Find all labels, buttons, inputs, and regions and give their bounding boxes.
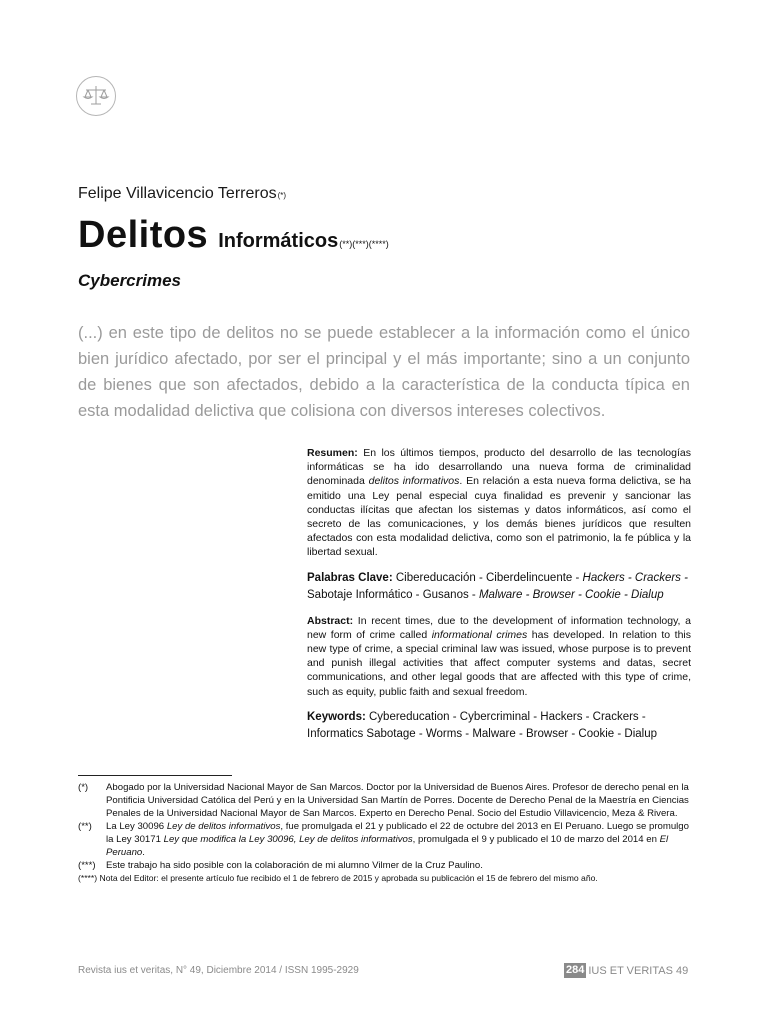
- journal-citation: Revista ius et veritas, N° 49, Diciembre 2014 / ISSN 1995-2929: [78, 965, 359, 976]
- palabras-clave-text-1: Cibereducación - Ciberdelincuente -: [392, 571, 583, 584]
- footnote-2-italic-1: Ley de delitos informativos: [166, 821, 281, 832]
- footnote-text: [106, 820, 692, 859]
- footnote-2: [78, 820, 692, 859]
- palabras-clave-text-2: Sabotaje Informático - Gusanos -: [307, 588, 479, 601]
- footnote-2-italic-3: El Peruano: [106, 834, 669, 858]
- author-note-marker: (*): [277, 191, 287, 200]
- scales-of-justice-icon: [77, 77, 115, 115]
- title-note-markers: (**)(***)(****): [339, 239, 389, 249]
- abstract-block: [307, 446, 691, 753]
- title-main: Delitos: [78, 214, 209, 256]
- footnote-text: Nota del Editor: el presente artículo fue recibido el 1 de febrero de 2015 y aprobada su publicación el 15 de febrero del mismo año.: [99, 873, 598, 883]
- footnote-divider: [78, 775, 232, 776]
- footnote-2-text-4: .: [142, 847, 145, 858]
- abstract-label: Abstract:: [307, 614, 354, 627]
- footnote-2-text-3: , promulgada el 9 y publicado el 10 de marzo del 2014 en: [412, 834, 660, 845]
- epigraph-quote: (...) en este tipo de delitos no se puede establecer a la información como el único bien jurídico afectado, por ser el principal y el más importante; sino a un conjunto de bienes que son afectados, debido a la característica de la conducta típica en esta modalidad delictiva que colisiona con diversos intereses colectivos.: [78, 324, 690, 420]
- page-number: 284: [566, 964, 585, 976]
- article-subtitle: Cybercrimes: [78, 271, 182, 290]
- palabras-clave-italic-1: Hackers - Crackers -: [582, 571, 688, 584]
- journal-name: IUS ET VERITAS 49: [588, 964, 689, 977]
- keywords-text: Cybereducation - Cybercriminal - Hackers - Crackers - Informatics Sabotage - Worms - Malware - Browser - Cookie - Dialup: [307, 710, 658, 740]
- abstract-text-1: In recent times, due to the development of information technology, a new form of crime called: [307, 614, 691, 641]
- resumen-paragraph: [307, 446, 691, 560]
- abstract-italic-1: informational crimes: [431, 628, 528, 641]
- footnote-2-text-1: La Ley 30096: [106, 821, 167, 832]
- palabras-clave-italic-2: Malware - Browser - Cookie - Dialup: [478, 588, 664, 601]
- footnote-text: Abogado por la Universidad Nacional Mayor de San Marcos. Doctor por la Universidad de Buenos Aires. Profesor de derecho penal en la Pontificia Universidad Católica del Perú y en la Universidad San Martín de Porres. Docente de Derecho Penal de la Maestría en Ciencias Penales de la Universidad Nacional Mayor de San Marcos. Experto en Derecho Penal. Socio del Estudio Villavicencio, Meza & Rivera.: [106, 782, 689, 819]
- palabras-clave-label: Palabras Clave:: [307, 571, 393, 584]
- resumen-italic-1: delitos informativos: [368, 475, 460, 488]
- footnote-4: [78, 872, 692, 885]
- journal-logo: [76, 76, 116, 116]
- footnote-2-text-2: , fue promulgada el 21 y publicado el 22 de octubre del 2013 en El Peruano. Luego se promulgo la Ley 30171: [106, 821, 689, 845]
- keywords-paragraph: [307, 709, 691, 743]
- footnote-2-italic-2: Ley que modifica la Ley 30096, Ley de delitos informativos: [163, 834, 413, 845]
- footnote-marker: (*): [78, 782, 89, 793]
- palabras-clave-paragraph: [307, 570, 691, 604]
- title-sub-text: Informáticos: [218, 230, 339, 252]
- footnote-marker: (****): [78, 873, 98, 883]
- footnotes: [78, 781, 692, 885]
- keywords-label: Keywords:: [307, 710, 366, 723]
- abstract-paragraph: [307, 614, 691, 699]
- footnote-marker: (***): [78, 860, 96, 871]
- article-title: [78, 214, 389, 257]
- footnote-1: [78, 781, 692, 820]
- page-footer: [564, 963, 688, 978]
- footnote-text: Este trabajo ha sido posible con la colaboración de mi alumno Vilmer de la Cruz Paulino.: [106, 860, 483, 871]
- footnote-marker: (**): [78, 821, 92, 832]
- abstract-text-2: has developed. In relation to this new type of crime, a special criminal law was issued, whose purpose is to prevent and punish illegal activities that affect computer systems and datas, secret communications, and other legal goods that are affected with this type of crime, such as equity, public faith and sexual freedom.: [307, 628, 691, 698]
- author-name: [78, 185, 286, 203]
- title-sub: [218, 230, 389, 252]
- author-text: Felipe Villavicencio Terreros: [78, 185, 277, 202]
- resumen-label: Resumen:: [307, 447, 358, 459]
- resumen-text-1: En los últimos tiempos, producto del desarrollo de las tecnologías informáticas se ha ido desarrollando una nueva forma de criminalidad denominada: [307, 447, 691, 488]
- resumen-text-2: . En relación a esta nueva forma delictiva, se ha emitido una Ley penal especial cuya finalidad es prevenir y sancionar las conductas ilícitas que afectan los sistemas y datos informáticos, así como el secreto de las comunicaciones, y los demás bienes jurídicos que resulten afectados con esta modalidad delictiva, como son el patrimonio, la fe pública y la libertad sexual.: [307, 475, 692, 559]
- footnote-3: [78, 859, 692, 872]
